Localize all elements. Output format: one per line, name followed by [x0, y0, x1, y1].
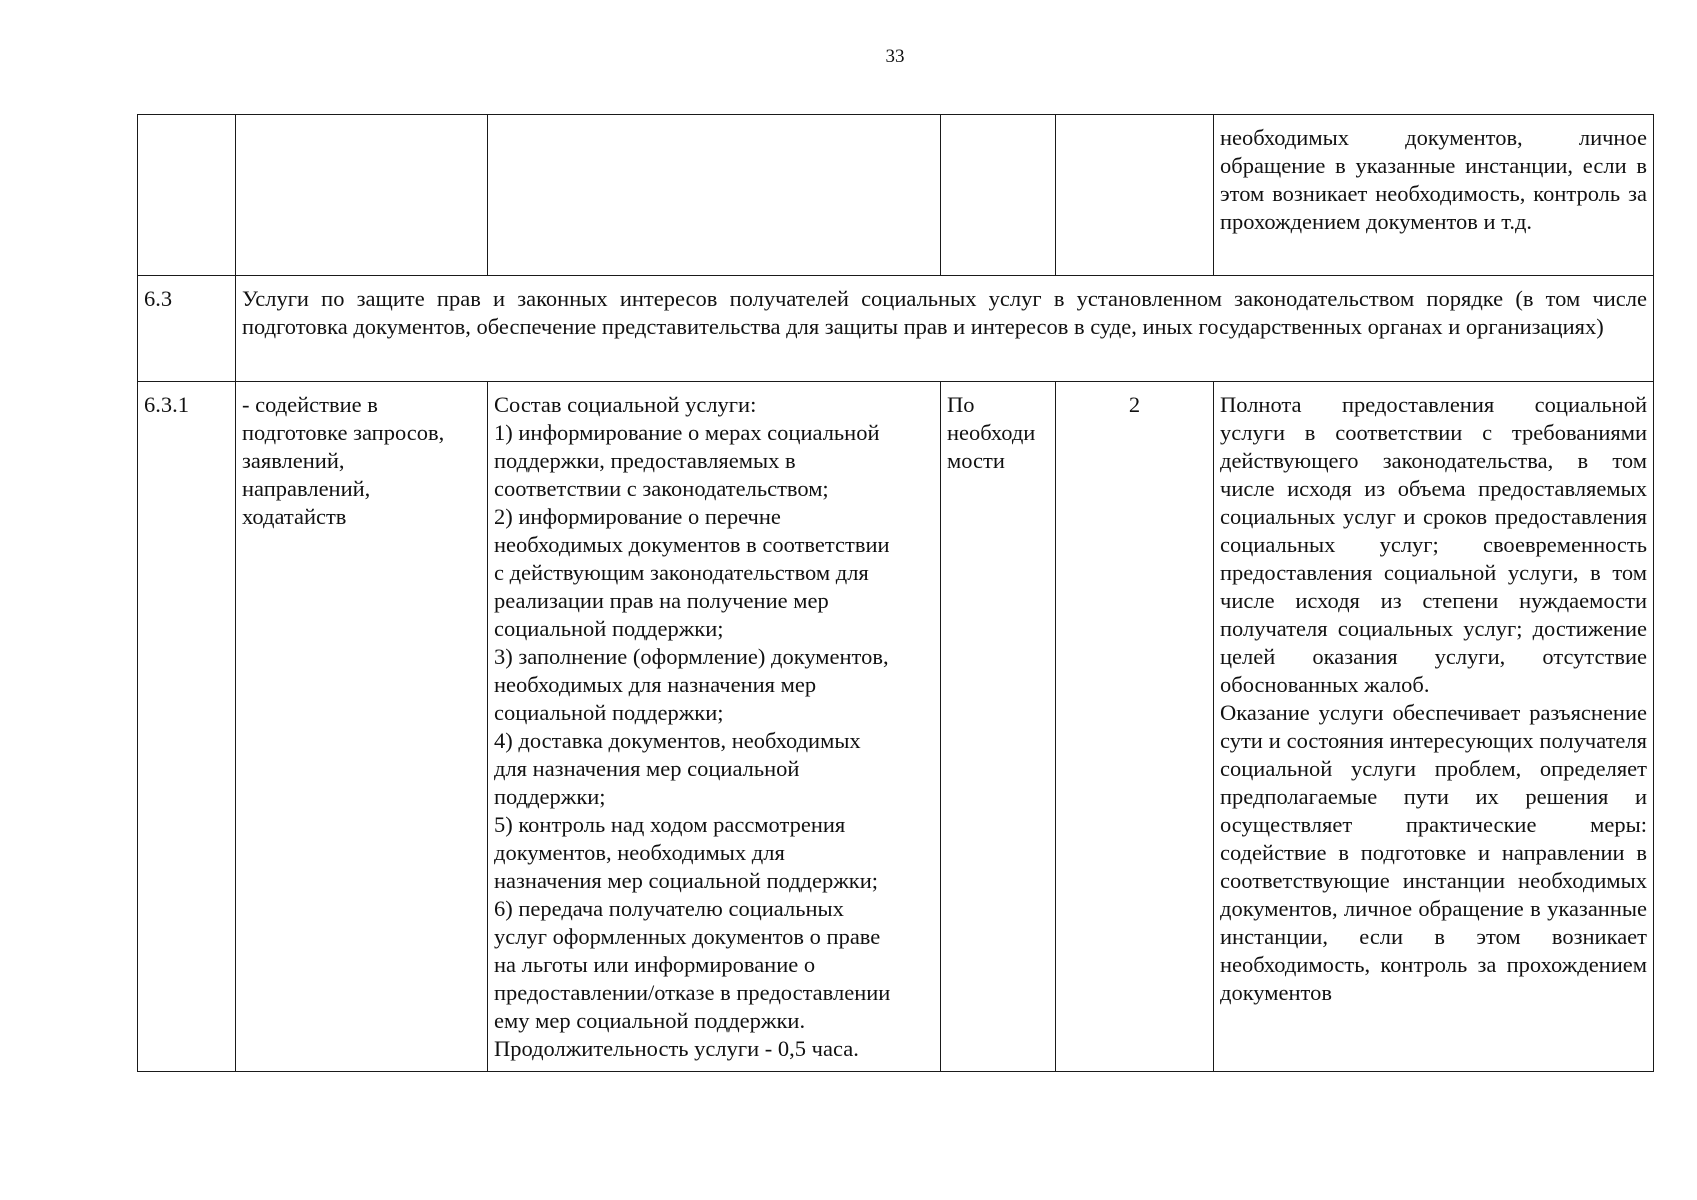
section-title: Услуги по защите прав и законных интересов получателей социальных услуг в установленном законодательством порядке (в том числе подготовка документов, обеспечение представительства для защиты прав и интересов в суде, иных государственных органах и организациях)	[236, 276, 1654, 382]
section-row	[138, 276, 1654, 382]
item-name-line: направлений,	[242, 476, 371, 501]
composition-line: 4) доставка документов, необходимых	[494, 728, 861, 753]
composition-line: поддержки, предоставляемых в	[494, 448, 796, 473]
composition-line: 1) информирование о мерах социальной	[494, 420, 880, 445]
composition-line: 6) передача получателю социальных	[494, 896, 844, 921]
composition-line: реализации прав на получение мер	[494, 588, 829, 613]
composition-line: на льготы или информирование о	[494, 952, 816, 977]
cell-result	[1214, 115, 1654, 276]
composition-line: необходимых документов в соответствии	[494, 532, 890, 557]
composition-line: необходимых для назначения мер	[494, 672, 817, 697]
composition-line: поддержки;	[494, 784, 606, 809]
composition-line: услуг оформленных документов о праве	[494, 924, 881, 949]
composition-line: для назначения мер социальной	[494, 756, 800, 781]
services-table	[137, 114, 1654, 1072]
cell-composition	[488, 115, 941, 276]
composition-line: 3) заполнение (оформление) документов,	[494, 644, 889, 669]
item-composition	[488, 382, 941, 1072]
periodicity-line: По	[947, 392, 975, 417]
composition-line: социальной поддержки;	[494, 700, 724, 725]
section-number: 6.3	[138, 276, 236, 382]
composition-line: с действующим законодательством для	[494, 560, 869, 585]
item-name-line: - содействие в	[242, 392, 378, 417]
item-name-line: ходатайств	[242, 504, 347, 529]
composition-line: предоставлении/отказе в предоставлении	[494, 980, 891, 1005]
item-result	[1214, 382, 1654, 1072]
item-periodicity	[941, 382, 1056, 1072]
item-result-text: Полнота предоставления социальной услуги в соответствии с требованиями действующего законодательства, в том числе исходя из объема предоставляемых социальных услуг и сроков предоставления социальных услуг; своевременность предоставления социальной услуги, в том числе исходя из степени нуждаемости получателя социальных услуг; достижение целей оказания услуги, отсутствие обоснованных жалоб.	[1220, 392, 1647, 697]
composition-line: 2) информирование о перечне	[494, 504, 781, 529]
item-quantity: 2	[1056, 382, 1214, 1072]
item-number: 6.3.1	[138, 382, 236, 1072]
composition-line: 5) контроль над ходом рассмотрения	[494, 812, 846, 837]
continuation-result-text: необходимых документов, личное обращение в указанные инстанции, если в этом возникает необходимость, контроль за прохождением документов и т.д.	[1220, 125, 1647, 234]
cell-number	[138, 115, 236, 276]
composition-line: назначения мер социальной поддержки;	[494, 868, 878, 893]
composition-line: документов, необходимых для	[494, 840, 785, 865]
periodicity-line: мости	[947, 448, 1005, 473]
item-result-text-2: Оказание услуги обеспечивает разъяснение сути и состояния интересующих получателя социальной услуги проблем, определяет предполагаемые пути их решения и осуществляет практические меры: содействие в подготовке и направлении в соответствующие инстанции необходимых документов, личное обращение в указанные инстанции, если в этом возникает необходимость, контроль за прохождением документов	[1220, 700, 1647, 1005]
composition-line: соответствии с законодательством;	[494, 476, 829, 501]
continuation-row	[138, 115, 1654, 276]
cell-name	[236, 115, 488, 276]
composition-line: Состав социальной услуги:	[494, 392, 757, 417]
item-name-line: подготовке запросов,	[242, 420, 445, 445]
periodicity-line: необходи	[947, 420, 1036, 445]
page-number: 33	[885, 46, 905, 67]
item-name-line: заявлений,	[242, 448, 345, 473]
cell-quantity	[1056, 115, 1214, 276]
composition-line: ему мер социальной поддержки.	[494, 1008, 806, 1033]
composition-line: Продолжительность услуги - 0,5 часа.	[494, 1036, 859, 1061]
composition-line: социальной поддержки;	[494, 616, 724, 641]
item-row	[138, 382, 1654, 1072]
cell-periodicity	[941, 115, 1056, 276]
item-name	[236, 382, 488, 1072]
